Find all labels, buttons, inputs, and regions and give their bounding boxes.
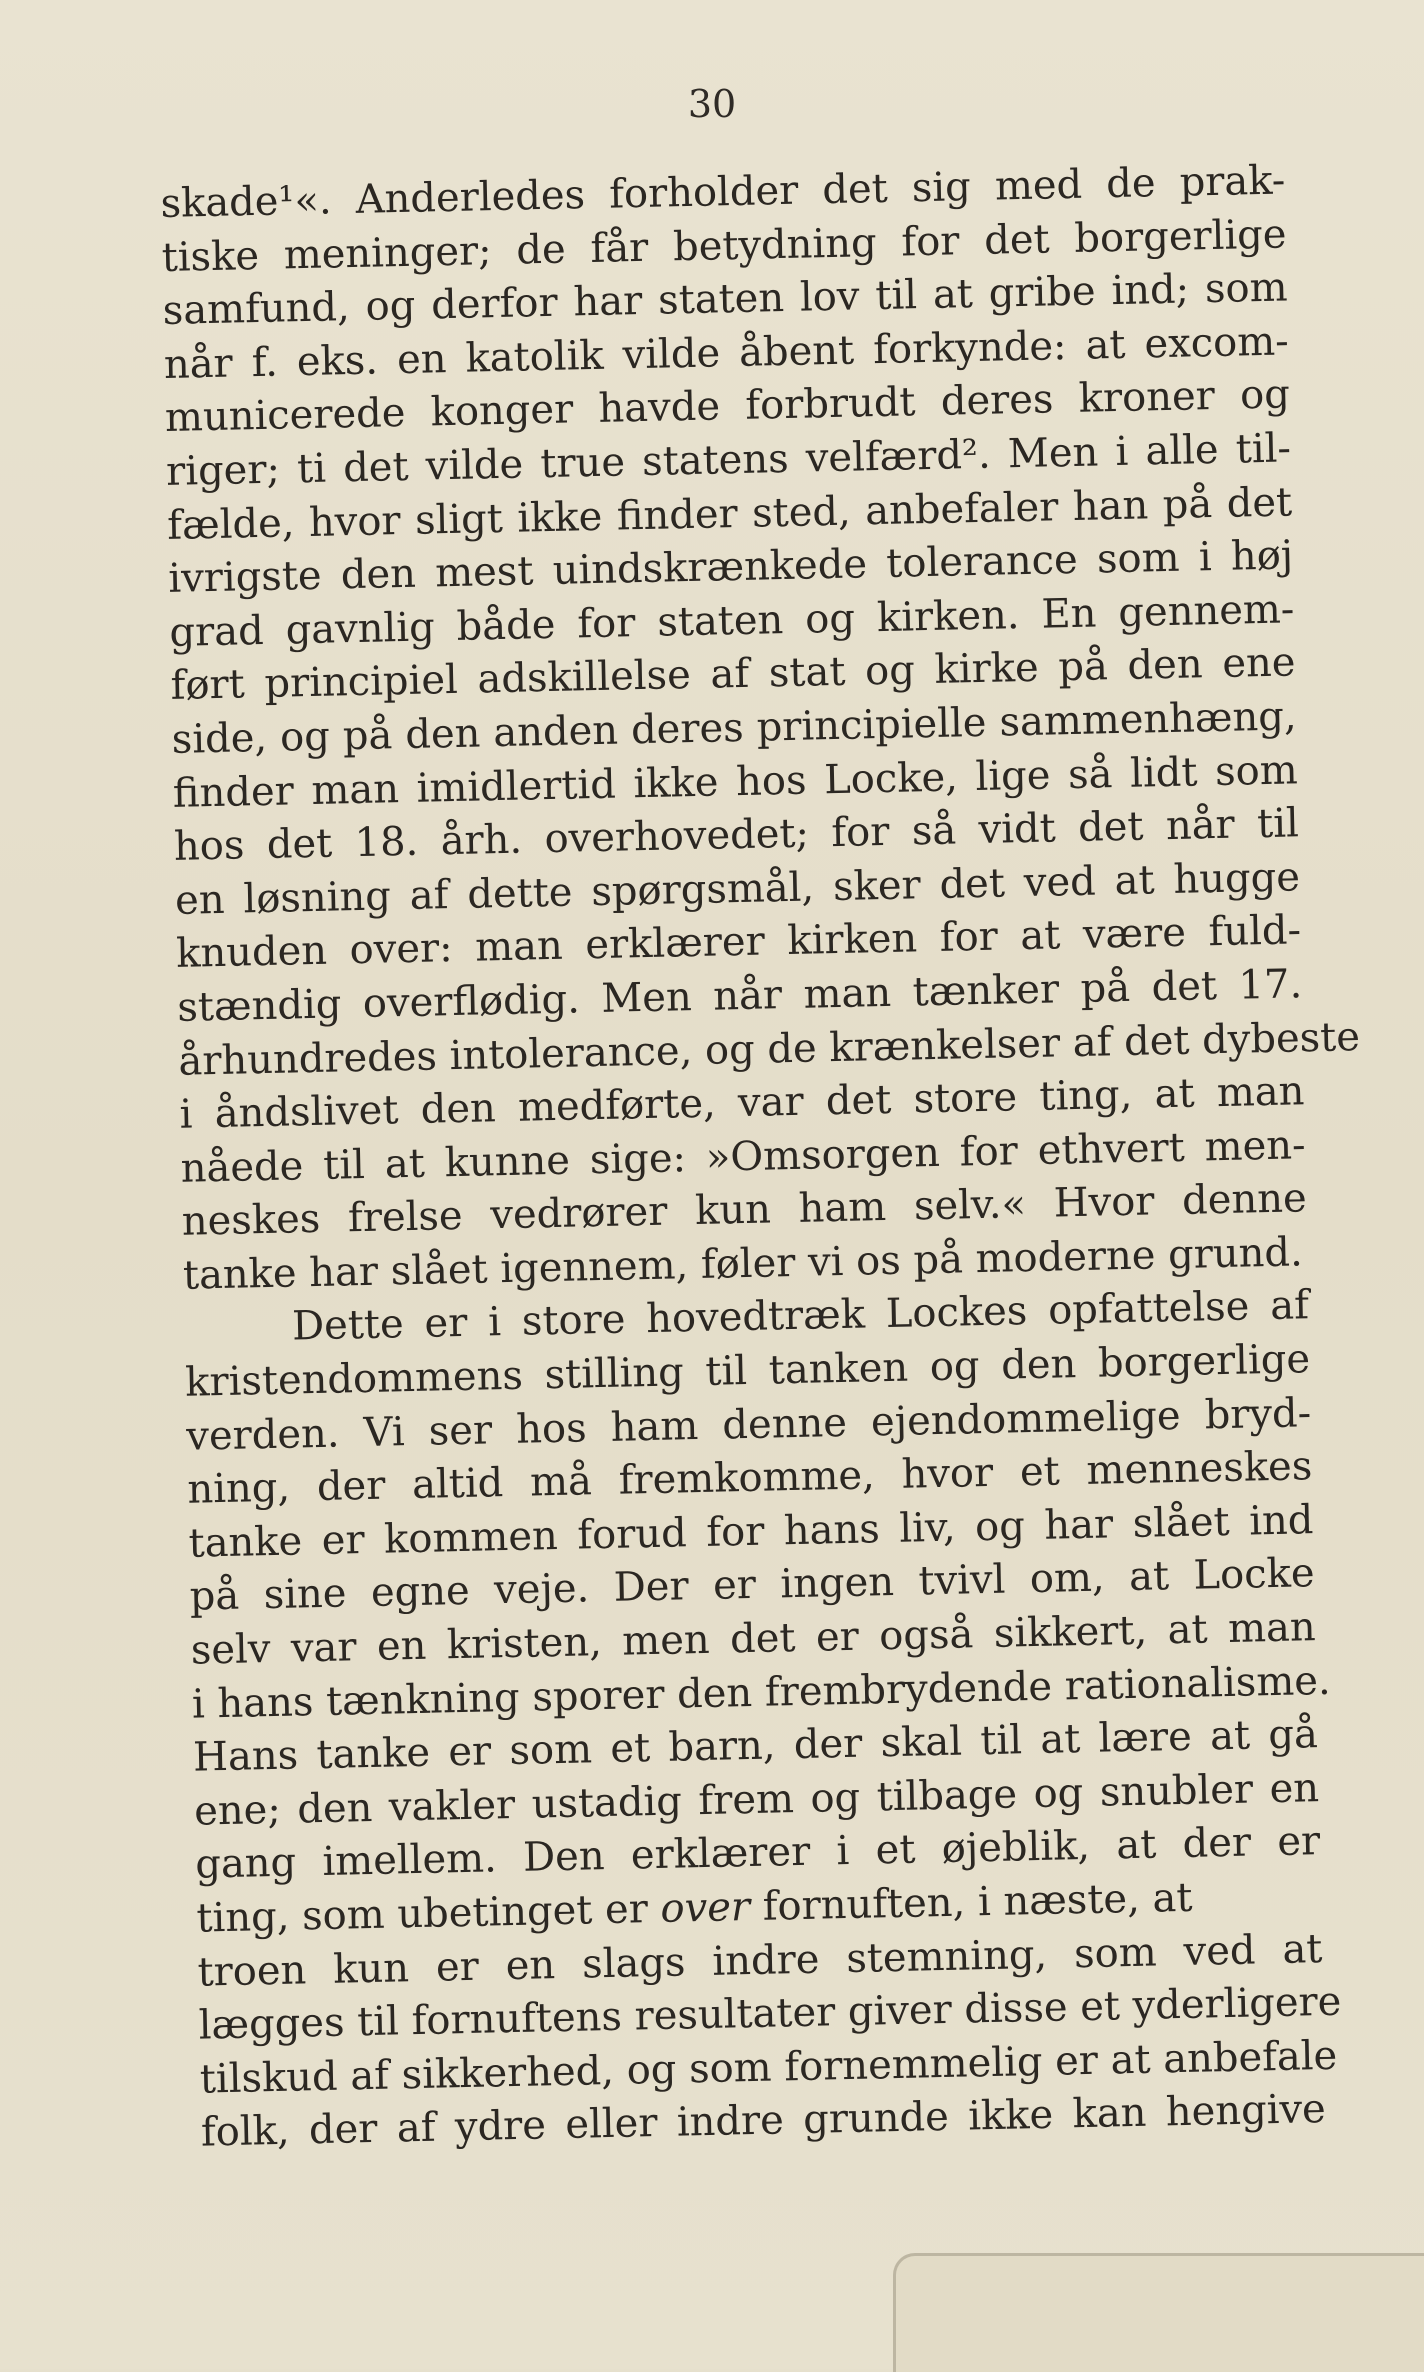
text-line: århundredes intolerance, og de krænkelser af det dybeste (178, 1013, 1361, 1085)
text-line: folk, der af ydre eller indre grunde ikke kan hengive (200, 2086, 1327, 2156)
text-line: knuden over: man erklærer kirken for at være fuld- (175, 907, 1302, 978)
text-line: side, og på den anden deres principielle sammenhæng, (171, 693, 1298, 763)
text-line: municerede konger havde forbrudt deres kroner og (164, 371, 1291, 442)
text-line: ning, der altid må fremkomme, hvor et menneskes (187, 1443, 1313, 1513)
paragraph-start-line: Dette er i store hovedtræk Lockes opfattelse af (291, 1282, 1310, 1350)
text-line: hos det 18. årh. overhovedet; for så vidt det når til (173, 800, 1300, 870)
paragraph-end-line: tanke har slået igennem, føler vi os på moderne grund. (182, 1229, 1304, 1299)
text-line: på sine egne veje. Der er ingen tvivl om, at Locke (189, 1550, 1315, 1621)
text-line: ene; den vakler ustadig frem og tilbage og snubler en (193, 1764, 1320, 1835)
text-line: ført principiel adskillelse af stat og kirke på den ene (170, 639, 1296, 710)
text-line: tiske meninger; de får betydning for det borgerlige (161, 211, 1287, 281)
text-line: skade¹«. Anderledes forholder det sig med de prak- (160, 157, 1286, 227)
text-line: nåede til at kunne sige: »Omsorgen for ethvert men- (180, 1121, 1306, 1192)
text-line: lægges til fornuftens resultater giver disse et yderligere (198, 1978, 1342, 2049)
italic-word: over (660, 1884, 751, 1932)
text-line: finder man imidlertid ikke hos Locke, lige så lidt som (172, 746, 1299, 817)
text-line: fælde, hvor sligt ikke finder sted, anbefaler han på det (166, 478, 1293, 549)
text-line: Hans tanke er som et barn, der skal til at lære at gå (192, 1711, 1319, 1781)
text-line: ivrigste den mest uindskrænkede tolerance som i høj (167, 532, 1294, 603)
text-line: i åndslivet den medførte, var det store ting, at man (179, 1068, 1305, 1138)
text-line: samfund, og derfor har staten lov til at gribe ind; som (162, 264, 1289, 335)
text-line: grad gavnlig både for staten og kirken. En gennem- (169, 586, 1295, 656)
text-line: gang imellem. Den erklærer i et øjeblik, at der er (194, 1818, 1321, 1889)
text-line: verden. Vi ser hos ham denne ejendommelige bryd- (185, 1389, 1312, 1460)
text-line: tanke er kommen forud for hans liv, og har slået ind (188, 1496, 1314, 1567)
text-line: når f. eks. en katolik vilde åbent forkynde: at excom- (163, 318, 1290, 388)
body-text (160, 154, 1361, 2160)
text-line: neskes frelse vedrører kun ham selv.« Hvor denne (181, 1175, 1308, 1246)
text-line: en løsning af dette spørgsmål, sker det ved at hugge (174, 854, 1301, 924)
text-line: stændig overflødig. Men når man tænker på det 17. (176, 961, 1303, 1031)
line-end: fornuften, i næste, at (749, 1874, 1193, 1931)
line-start: ting, som ubetinget er (195, 1885, 662, 1942)
text-line: troen kun er en slags indre stemning, som ved at (197, 1925, 1323, 1996)
page-number: 30 (687, 82, 737, 126)
text-line: kristendommens stilling til tanken og den borgerlige (184, 1336, 1311, 1406)
text-line: tilskud af sikkerhed, og som fornemmelig er at anbefale (199, 2032, 1338, 2103)
scan-corner-mark (893, 2253, 1424, 2372)
text-line: i hans tænkning sporer den frembrydende rationalisme. (191, 1657, 1332, 1728)
text-line: selv var en kristen, men det er også sikkert, at man (190, 1604, 1317, 1674)
text-line: riger; ti det vilde true statens velfærd². Men i alle til- (165, 425, 1292, 495)
